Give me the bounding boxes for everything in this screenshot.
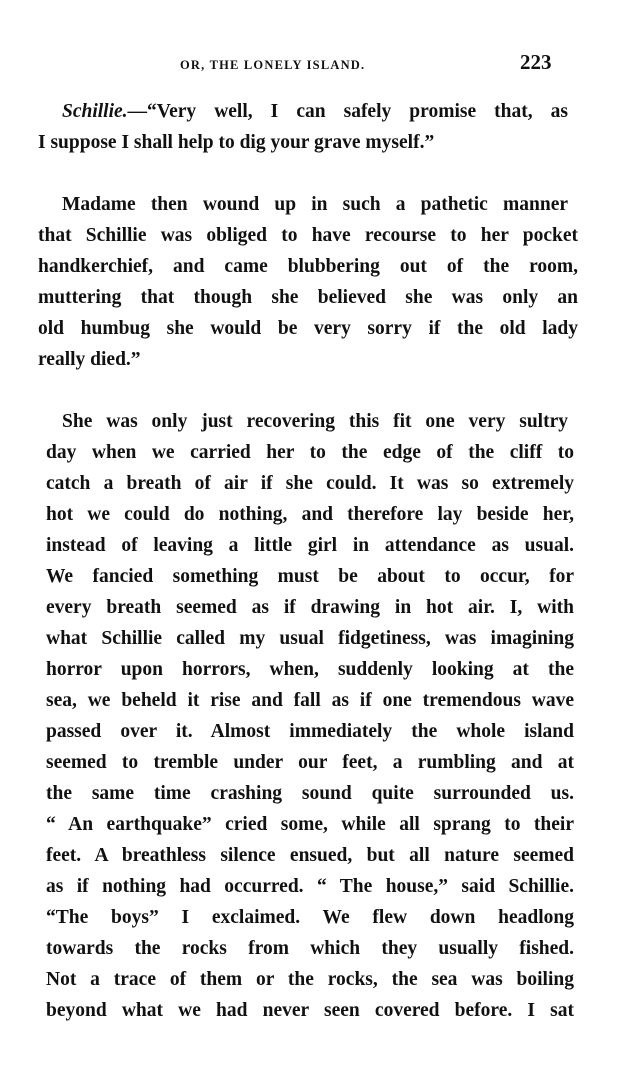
running-head xyxy=(0,50,631,80)
paragraph-2-line-6: really died.” xyxy=(38,349,141,370)
paragraph-2-line-3: handkerchief, and came blubbering out of the room, xyxy=(38,256,578,277)
paragraph-3-line-3: catch a breath of air if she could. It was so extremely xyxy=(46,473,574,494)
paragraph-3-line-2: day when we carried her to the edge of the cliff to xyxy=(46,442,574,463)
paragraph-3-line-19: Not a trace of them or the rocks, the sea was boiling xyxy=(46,969,574,990)
paragraph-3-line-1: She was only just recovering this fit one very sultry xyxy=(62,411,568,432)
page-number: 223 xyxy=(520,50,552,74)
paragraph-3-line-14: “ An earthquake” cried some, while all sprang to their xyxy=(46,814,574,835)
paragraph-3-line-11: passed over it. Almost immediately the whole island xyxy=(46,721,574,742)
running-title: OR, THE LONELY ISLAND. xyxy=(180,58,366,72)
paragraph-2-line-1: Madame then wound up in such a pathetic manner xyxy=(62,194,568,215)
paragraph-3-line-16: as if nothing had occurred. “ The house,” said Schillie. xyxy=(46,876,574,897)
paragraph-3-line-8: what Schillie called my usual fidgetiness, was imagining xyxy=(46,628,574,649)
paragraph-3-line-12: seemed to tremble under our feet, a rumbling and at xyxy=(46,752,574,773)
paragraph-3-line-17: “The boys” I exclaimed. We flew down headlong xyxy=(46,907,574,928)
paragraph-3-line-6: We fancied something must be about to occur, for xyxy=(46,566,574,587)
paragraph-3-line-4: hot we could do nothing, and therefore lay beside her, xyxy=(46,504,574,525)
paragraph-1-line-2: I suppose I shall help to dig your grave myself.” xyxy=(38,132,435,153)
paragraph-3-line-15: feet. A breathless silence ensued, but all nature seemed xyxy=(46,845,574,866)
paragraph-1-line-1 xyxy=(62,100,568,124)
paragraph-3-line-20: beyond what we had never seen covered before. I sat xyxy=(46,1000,574,1021)
paragraph-3-line-9: horror upon horrors, when, suddenly looking at the xyxy=(46,659,574,680)
dialogue-text: —“Very well, I can safely promise that, as xyxy=(127,101,568,122)
paragraph-2-line-5: old humbug she would be very sorry if the old lady xyxy=(38,318,578,339)
speaker-name: Schillie. xyxy=(62,101,128,122)
paragraph-2-line-4: muttering that though she believed she was only an xyxy=(38,287,578,308)
paragraph-3-line-10: sea, we beheld it rise and fall as if one tremendous wave xyxy=(46,690,574,711)
paragraph-3-line-13: the same time crashing sound quite surrounded us. xyxy=(46,783,574,804)
paragraph-3-line-5: instead of leaving a little girl in attendance as usual. xyxy=(46,535,574,556)
paragraph-3-line-18: towards the rocks from which they usually fished. xyxy=(46,938,574,959)
paragraph-3-line-7: every breath seemed as if drawing in hot air. I, with xyxy=(46,597,574,618)
paragraph-2-line-2: that Schillie was obliged to have recourse to her pocket xyxy=(38,225,578,246)
